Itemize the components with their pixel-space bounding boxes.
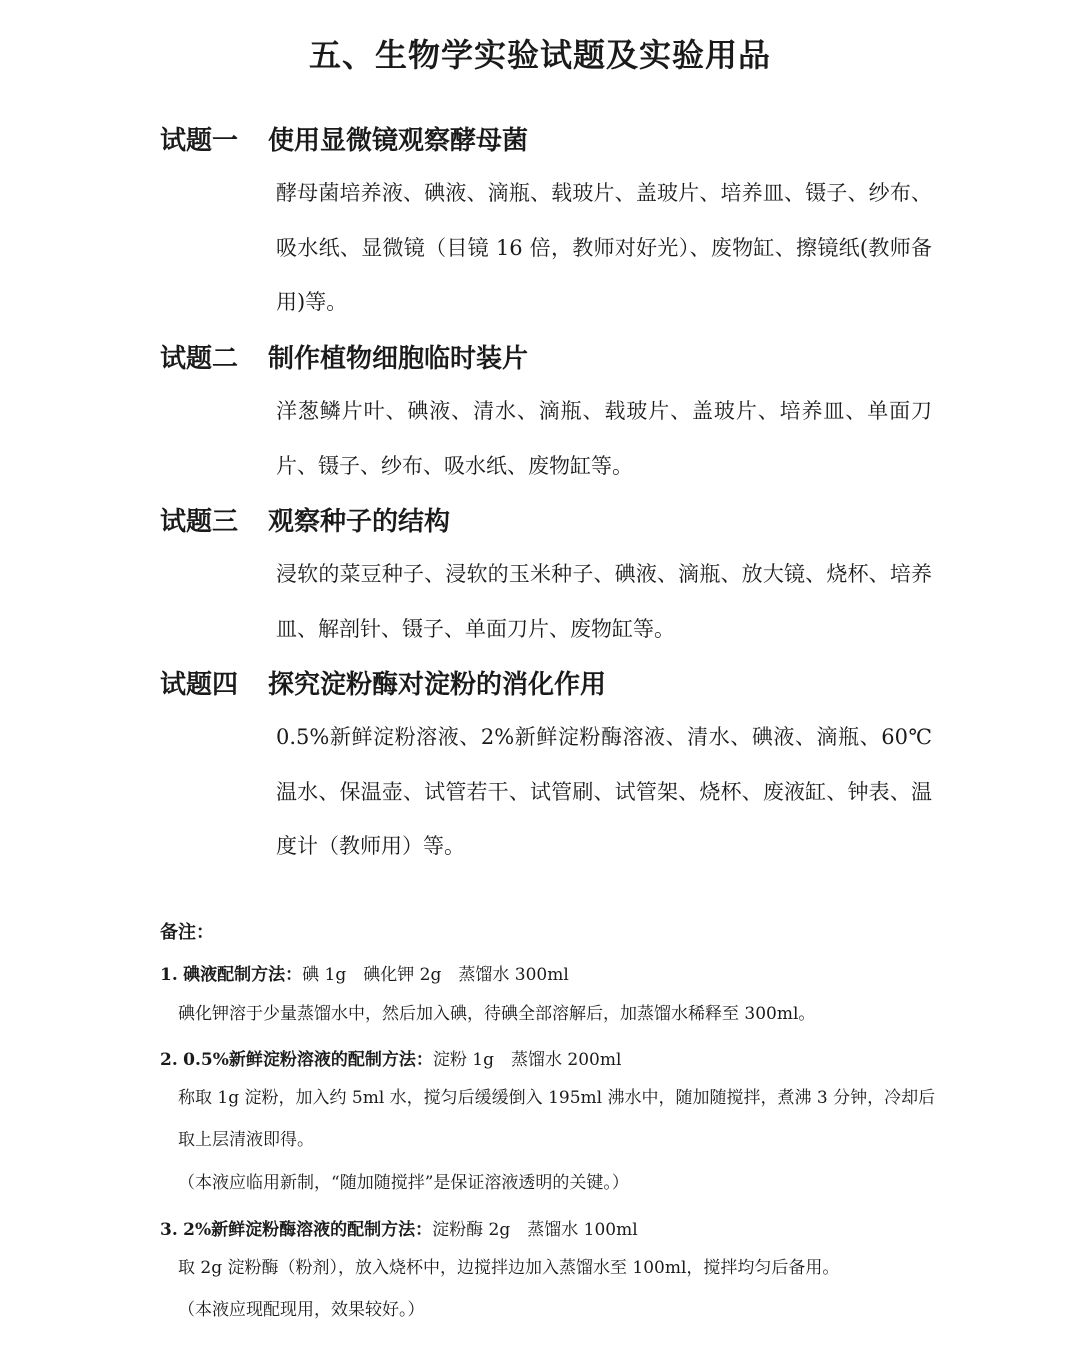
- note-formula: 碘 1g 碘化钾 2g 蒸馏水 300ml: [302, 965, 569, 985]
- section-materials-2: 洋葱鳞片叶、碘液、清水、滴瓶、载玻片、盖玻片、培养皿、单面刀片、镊子、纱布、吸水纸、废物缸等。: [276, 399, 932, 478]
- section-number: 试题四: [160, 670, 239, 700]
- note-label: 2%新鲜淀粉酶溶液的配制方法：: [183, 1220, 433, 1240]
- page-title: 五、生物学实验试题及实验用品: [308, 36, 771, 74]
- section-name: 制作植物细胞临时装片: [268, 344, 529, 374]
- section-materials-3: 浸软的菜豆种子、浸软的玉米种子、碘液、滴瓶、放大镜、烧杯、培养皿、解剖针、镊子、单面刀片、废物缸等。: [276, 562, 932, 641]
- note-2-remark: （本液应临用新制，“随加随搅拌”是保证溶液透明的关键。）: [178, 1173, 629, 1193]
- note-index: 2.: [160, 1050, 178, 1070]
- section-number: 试题一: [160, 126, 239, 156]
- note-3-remark: （本液应现配现用，效果较好。）: [178, 1300, 425, 1320]
- notes-title: 备注：: [160, 922, 214, 943]
- section-heading-1: [160, 120, 528, 157]
- section-materials-4: 0.5%新鲜淀粉溶液、2%新鲜淀粉酶溶液、清水、碘液、滴瓶、60℃温水、保温壶、试管若干、试管刷、试管架、烧杯、废液缸、钟表、温度计（教师用）等。: [276, 725, 932, 858]
- section-number: 试题二: [160, 344, 239, 374]
- note-formula: 淀粉酶 2g 蒸馏水 100ml: [432, 1220, 638, 1240]
- note-3-line: [160, 1215, 638, 1240]
- note-index: 3.: [160, 1220, 178, 1240]
- note-index: 1.: [160, 965, 178, 985]
- note-label: 碘液配制方法：: [183, 965, 303, 985]
- note-1-line: [160, 960, 569, 985]
- section-name: 使用显微镜观察酵母菌: [268, 126, 529, 156]
- note-label: 0.5%新鲜淀粉溶液的配制方法：: [183, 1050, 433, 1070]
- section-heading-2: [160, 338, 528, 375]
- note-3-method: 取 2g 淀粉酶（粉剂），放入烧杯中，边搅拌边加入蒸馏水至 100ml，搅拌均匀后备用。: [178, 1258, 840, 1278]
- note-1-method: 碘化钾溶于少量蒸馏水中，然后加入碘，待碘全部溶解后，加蒸馏水稀释至 300ml。: [178, 1004, 816, 1024]
- section-number: 试题三: [160, 507, 239, 537]
- note-2-line: [160, 1045, 621, 1070]
- section-heading-4: [160, 664, 606, 701]
- note-formula: 淀粉 1g 蒸馏水 200ml: [432, 1050, 622, 1070]
- section-name: 探究淀粉酶对淀粉的消化作用: [268, 670, 607, 700]
- section-heading-3: [160, 501, 450, 538]
- section-materials-1: 酵母菌培养液、碘液、滴瓶、载玻片、盖玻片、培养皿、镊子、纱布、吸水纸、显微镜（目镜 16 倍，教师对好光）、废物缸、擦镜纸(教师备用)等。: [276, 181, 932, 314]
- section-name: 观察种子的结构: [268, 507, 451, 537]
- note-2-method: 称取 1g 淀粉，加入约 5ml 水，搅匀后缓缓倒入 195ml 沸水中，随加随搅拌，煮沸 3 分钟，冷却后取上层清液即得。: [178, 1088, 936, 1150]
